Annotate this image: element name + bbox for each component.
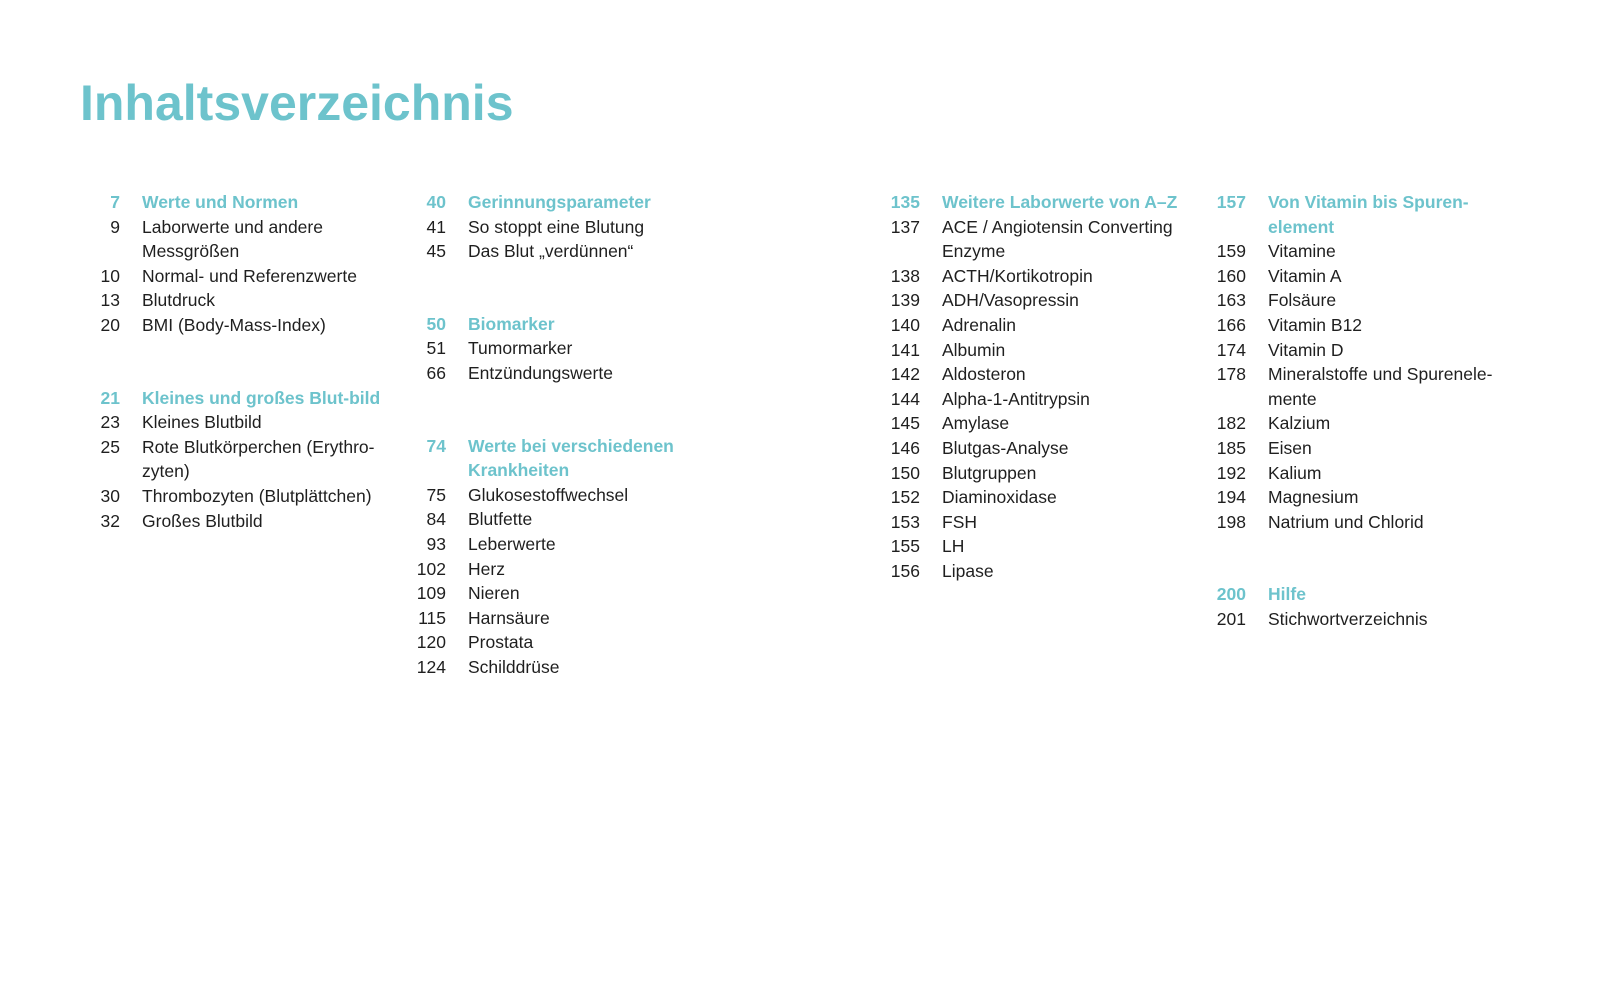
section-title: Weitere Laborwerte von A–Z [942, 192, 1178, 212]
entry-page-number: 30 [100, 485, 120, 506]
entry-page-number: 120 [416, 632, 446, 653]
entry-page-number: 66 [426, 362, 446, 383]
section-page-number: 200 [1216, 584, 1246, 605]
toc-entry[interactable] [880, 461, 1210, 486]
toc-entry[interactable] [80, 215, 410, 264]
page-title: Inhaltsverzeichnis [80, 75, 514, 131]
entry-page-number: 155 [890, 536, 920, 557]
entry-page-number: 160 [1216, 265, 1246, 286]
entry-title: Lipase [942, 560, 994, 581]
toc-section-heading[interactable] [1206, 190, 1536, 239]
entry-page-number: 194 [1216, 487, 1246, 508]
entry-title: Leberwerte [468, 533, 556, 554]
toc-entry[interactable] [80, 288, 410, 313]
entry-page-number: 141 [890, 339, 920, 360]
toc-section-heading[interactable] [406, 312, 736, 337]
toc-entry[interactable] [80, 410, 410, 435]
entry-page-number: 109 [416, 583, 446, 604]
entry-title: BMI (Body-Mass-Index) [142, 314, 326, 335]
entry-page-number: 156 [890, 560, 920, 581]
entry-page-number: 75 [426, 484, 446, 505]
entry-title: Das Blut „verdünnen“ [468, 241, 634, 262]
entry-page-number: 138 [890, 265, 920, 286]
section-title: Von Vitamin bis Spuren-element [1268, 192, 1469, 237]
entry-page-number: 163 [1216, 290, 1246, 311]
toc-entry[interactable] [1206, 461, 1536, 486]
toc-entry[interactable] [880, 436, 1210, 461]
toc-entry[interactable] [406, 215, 736, 240]
entry-title: Harnsäure [468, 607, 550, 628]
entry-page-number: 174 [1216, 339, 1246, 360]
entry-title: Blutdruck [142, 290, 215, 311]
entry-page-number: 32 [100, 510, 120, 531]
toc-entry[interactable] [1206, 338, 1536, 363]
section-page-number: 135 [890, 192, 920, 212]
toc-entry[interactable] [406, 483, 736, 508]
entry-title: Vitamine [1268, 241, 1336, 262]
toc-entry[interactable] [1206, 510, 1536, 535]
entry-title: Natrium und Chlorid [1268, 511, 1424, 532]
entry-page-number: 178 [1216, 364, 1246, 385]
entry-page-number: 9 [110, 216, 120, 237]
entry-page-number: 201 [1216, 608, 1246, 629]
entry-title: Folsäure [1268, 290, 1337, 311]
toc-entry[interactable] [80, 484, 410, 509]
toc-entry[interactable] [406, 606, 736, 631]
toc-section-heading[interactable] [880, 190, 1210, 215]
entry-title: Vitamin D [1268, 339, 1344, 360]
toc-entry[interactable] [1206, 607, 1536, 632]
entry-title: Nieren [468, 583, 520, 604]
entry-page-number: 102 [416, 558, 446, 579]
entry-title: Blutfette [468, 509, 533, 530]
section-title: Hilfe [1268, 584, 1306, 605]
toc-section-heading[interactable] [1206, 582, 1536, 607]
toc-entry[interactable] [80, 509, 410, 534]
entry-title: Blutgas-Analyse [942, 437, 1069, 458]
entry-title: Normal- und Referenzwerte [142, 265, 357, 286]
toc-entry[interactable] [1206, 411, 1536, 436]
toc-entry[interactable] [406, 239, 736, 264]
toc-entry[interactable] [1206, 362, 1536, 411]
toc-entry[interactable] [1206, 288, 1536, 313]
entry-page-number: 41 [426, 216, 446, 237]
toc-section-heading[interactable] [80, 190, 410, 215]
entry-page-number: 139 [890, 290, 920, 311]
toc-entry[interactable] [406, 361, 736, 386]
section-title: Werte bei verschiedenen Krankheiten [468, 435, 674, 481]
entry-title: Thrombozyten (Blutplättchen) [142, 485, 372, 506]
section-page-number: 50 [426, 313, 446, 334]
toc-section-heading[interactable] [80, 386, 410, 411]
toc-section [406, 190, 736, 264]
entry-title: Entzündungswerte [468, 362, 613, 383]
entry-title: Kalium [1268, 462, 1322, 483]
toc-entry[interactable] [880, 559, 1210, 584]
entry-page-number: 51 [426, 338, 446, 359]
entry-page-number: 152 [890, 487, 920, 508]
entry-page-number: 45 [426, 241, 446, 262]
toc-section [80, 190, 410, 338]
entry-page-number: 13 [100, 290, 120, 311]
toc-column [80, 190, 410, 581]
toc-section-heading[interactable] [406, 434, 736, 483]
section-page-number: 74 [426, 435, 446, 456]
entry-title: Amylase [942, 413, 1010, 434]
entry-title: Vitamin A [1268, 265, 1342, 286]
entry-page-number: 10 [100, 265, 120, 286]
toc-section [880, 190, 1210, 584]
entry-page-number: 137 [890, 216, 920, 237]
entry-page-number: 23 [100, 412, 120, 433]
toc-entry[interactable] [880, 362, 1210, 387]
entry-page-number: 124 [416, 656, 446, 677]
entry-page-number: 182 [1216, 413, 1246, 434]
entry-title: Mineralstoffe und Spurenele-mente [1268, 364, 1493, 409]
toc-entry[interactable] [406, 507, 736, 532]
toc-section [1206, 582, 1536, 631]
toc-entry[interactable] [880, 338, 1210, 363]
toc-section [1206, 190, 1536, 534]
section-title: Gerinnungsparameter [468, 192, 651, 212]
entry-title: Kleines Blutbild [142, 412, 262, 433]
entry-title: ADH/Vasopressin [942, 290, 1079, 311]
toc-section-heading[interactable] [406, 190, 736, 215]
entry-title: Tumormarker [468, 338, 573, 359]
entry-title: Herz [468, 558, 505, 579]
entry-page-number: 192 [1216, 462, 1246, 483]
toc-entry[interactable] [406, 655, 736, 680]
entry-title: Großes Blutbild [142, 510, 263, 531]
entry-title: Schilddrüse [468, 656, 560, 677]
toc-entry[interactable] [880, 215, 1210, 264]
entry-page-number: 166 [1216, 314, 1246, 335]
entry-page-number: 142 [890, 364, 920, 385]
section-page-number: 40 [426, 192, 446, 212]
entry-title: Alpha-1-Antitrypsin [942, 388, 1090, 409]
entry-page-number: 84 [426, 509, 446, 530]
section-title: Kleines und großes Blut-bild [142, 387, 381, 408]
toc-entry[interactable] [406, 557, 736, 582]
toc-section [406, 312, 736, 386]
entry-title: FSH [942, 511, 977, 532]
entry-page-number: 145 [890, 413, 920, 434]
toc-entry[interactable] [1206, 485, 1536, 510]
entry-title: Albumin [942, 339, 1006, 360]
entry-page-number: 140 [890, 314, 920, 335]
toc-entry[interactable] [1206, 436, 1536, 461]
toc-column [406, 190, 736, 728]
entry-title: Stichwortverzeichnis [1268, 608, 1428, 629]
entry-title: Prostata [468, 632, 534, 653]
entry-page-number: 144 [890, 388, 920, 409]
section-title: Biomarker [468, 313, 555, 334]
entry-title: Blutgruppen [942, 462, 1037, 483]
entry-title: Magnesium [1268, 487, 1359, 508]
section-page-number: 7 [110, 192, 120, 212]
toc-entry[interactable] [880, 485, 1210, 510]
entry-title: ACTH/Kortikotropin [942, 265, 1093, 286]
entry-page-number: 150 [890, 462, 920, 483]
toc-entry[interactable] [880, 264, 1210, 289]
toc-entry[interactable] [880, 510, 1210, 535]
toc-column [880, 190, 1210, 632]
toc-entry[interactable] [880, 288, 1210, 313]
entry-title: Diaminoxidase [942, 487, 1057, 508]
entry-title: ACE / Angiotensin Converting Enzyme [942, 216, 1173, 262]
entry-page-number: 159 [1216, 241, 1246, 262]
entry-title: Laborwerte und andere Messgrößen [142, 216, 323, 262]
entry-title: Kalzium [1268, 413, 1331, 434]
section-page-number: 21 [100, 387, 120, 408]
entry-page-number: 198 [1216, 511, 1246, 532]
entry-title: Adrenalin [942, 314, 1016, 335]
toc-column [1206, 190, 1536, 680]
entry-page-number: 25 [100, 436, 120, 457]
toc-entry[interactable] [406, 336, 736, 361]
toc-entry[interactable] [880, 313, 1210, 338]
entry-title: Glukosestoffwechsel [468, 484, 629, 505]
toc-entry[interactable] [1206, 264, 1536, 289]
toc-entry[interactable] [80, 264, 410, 289]
section-page-number: 157 [1216, 192, 1246, 212]
toc-entry[interactable] [880, 411, 1210, 436]
toc-entry[interactable] [80, 435, 410, 484]
entry-title: Vitamin B12 [1268, 314, 1363, 335]
toc-entry[interactable] [880, 534, 1210, 559]
toc-entry[interactable] [880, 387, 1210, 412]
entry-page-number: 185 [1216, 437, 1246, 458]
section-title: Werte und Normen [142, 192, 299, 212]
toc-entry[interactable] [1206, 239, 1536, 264]
entry-page-number: 146 [890, 437, 920, 458]
toc-entry[interactable] [80, 313, 410, 338]
toc-entry[interactable] [1206, 313, 1536, 338]
entry-title: LH [942, 536, 965, 557]
toc-entry[interactable] [406, 630, 736, 655]
toc-section [406, 434, 736, 680]
toc-entry[interactable] [406, 581, 736, 606]
entry-title: So stoppt eine Blutung [468, 216, 645, 237]
toc-entry[interactable] [406, 532, 736, 557]
entry-title: Eisen [1268, 437, 1312, 458]
entry-title: Aldosteron [942, 364, 1026, 385]
entry-page-number: 115 [418, 607, 446, 628]
entry-page-number: 93 [426, 533, 446, 554]
toc-section [80, 386, 410, 534]
entry-page-number: 153 [890, 511, 920, 532]
entry-page-number: 20 [100, 314, 120, 335]
entry-title: Rote Blutkörperchen (Erythro-zyten) [142, 436, 375, 482]
